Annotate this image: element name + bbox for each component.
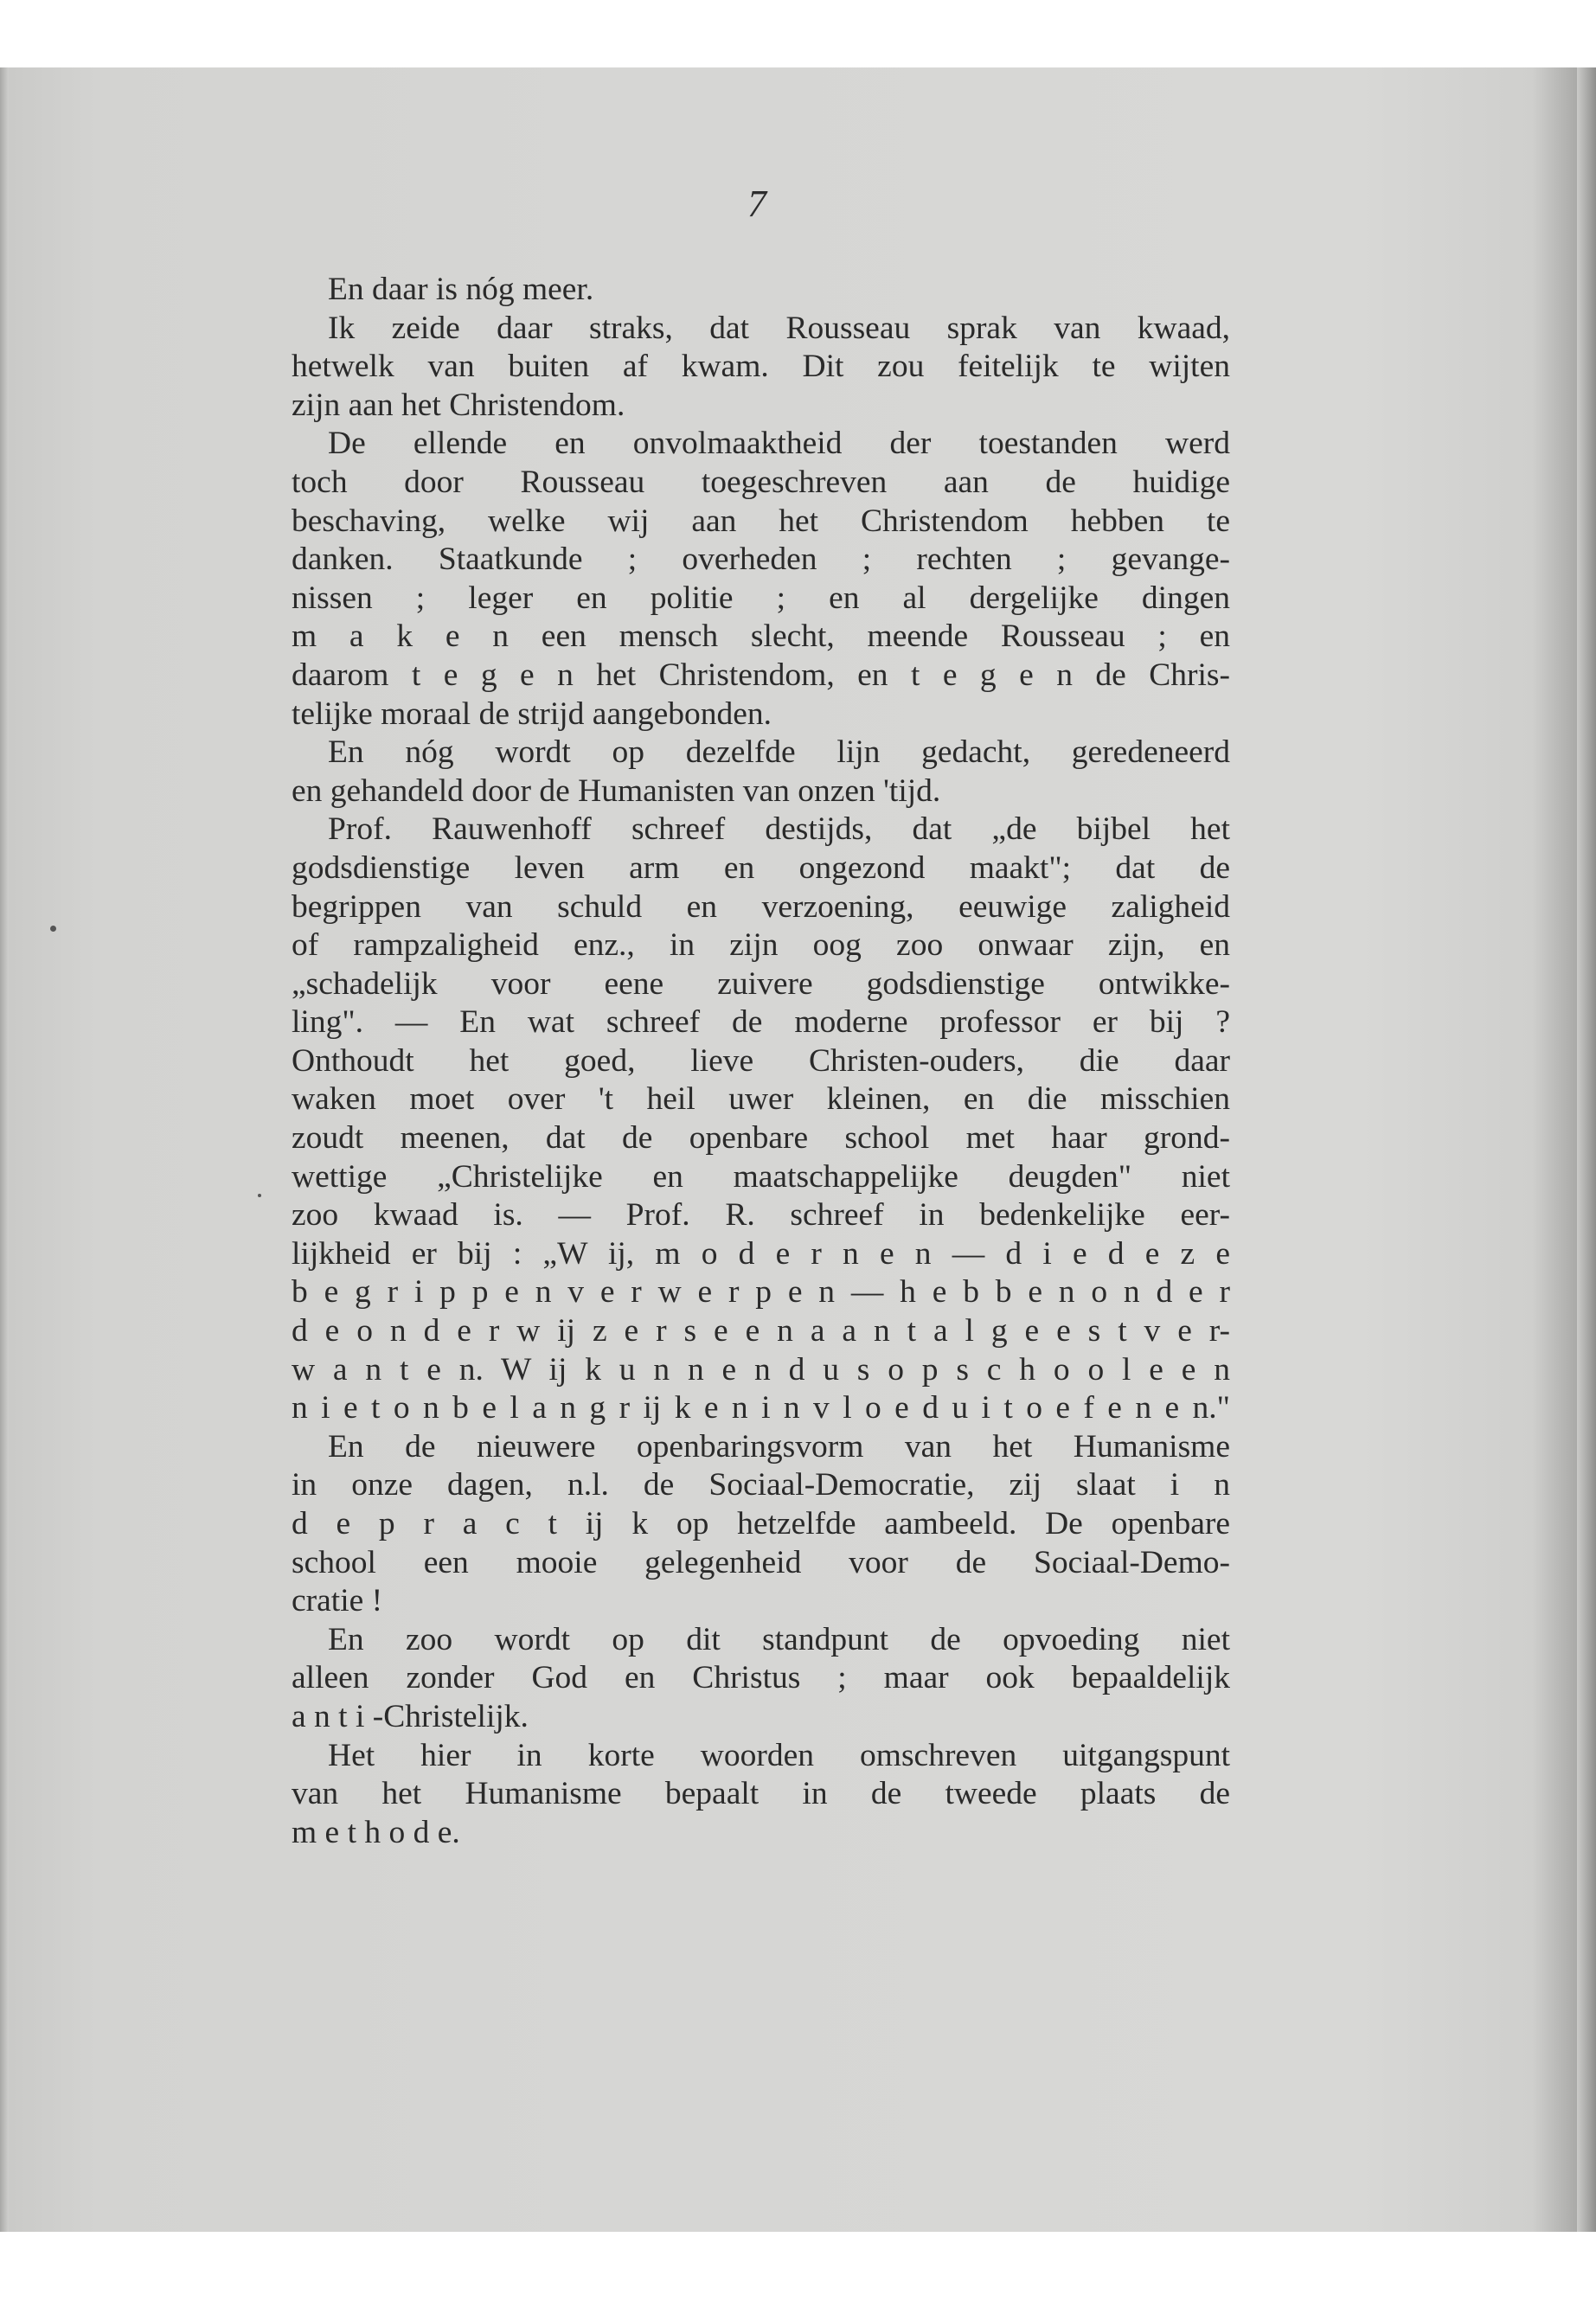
paper-speck [50,926,56,932]
text-line: zoo kwaad is. — Prof. R. schreef in bedenkelijke eer- [292,1197,1230,1234]
text-line: En zoo wordt op dit standpunt de opvoeding niet [328,1621,1230,1657]
text-line: waken moet over 't heil uwer kleinen, en die misschien [292,1081,1230,1118]
text-line: m e t h o d e. [292,1814,460,1850]
text-line: Prof. Rauwenhoff schreef destijds, dat „de bijbel het [328,811,1230,848]
text-line: danken. Staatkunde ; overheden ; rechten ; gevange- [292,542,1230,578]
text-line: ling". — En wat schreef de moderne professor er bij ? [292,1004,1230,1041]
text-line: hetwelk van buiten af kwam. Dit zou feitelijk te wijten [292,349,1230,385]
text-line: En de nieuwere openbaringsvorm van het Humanisme [328,1428,1230,1465]
text-line: zoudt meenen, dat de openbare school met haar grond- [292,1120,1230,1157]
text-line: n i e t o n b e l a n g r ij k e n i n v l o e d u i t o e f e n e n." [292,1390,1230,1426]
text-line: b e g r i p p e n v e r w e r p e n — h e b b e n o n d e r [292,1274,1230,1311]
text-line: en gehandeld door de Humanisten van onzen 'tijd. [292,772,941,809]
text-line: Het hier in korte woorden omschreven uitgangspunt [328,1737,1230,1773]
text-line: cratie ! [292,1583,383,1619]
text-line: Onthoudt het goed, lieve Christen-ouders, die daar [292,1042,1230,1079]
text-line: godsdienstige leven arm en ongezond maakt"; dat de [292,849,1230,886]
page-edge-left [0,67,9,2232]
text-line: alleen zonder God en Christus ; maar ook bepaaldelijk [292,1660,1230,1696]
text-line: De ellende en onvolmaaktheid der toestanden werd [328,426,1230,462]
text-line: wettige „Christelijke en maatschappelijke deugden" niet [292,1158,1230,1195]
text-line: nissen ; leger en politie ; en al dergelijke dingen [292,580,1230,616]
page-edge-right [1577,67,1596,2232]
paper-speck [258,1194,261,1197]
text-line: zijn aan het Christendom. [292,387,625,423]
text-line: van het Humanisme bepaalt in de tweede plaats de [292,1776,1230,1812]
text-line: of rampzaligheid enz., in zijn oog zoo onwaar zijn, en [292,927,1230,964]
text-line: a n t i -Christelijk. [292,1698,529,1734]
text-line: school een mooie gelegenheid voor de Sociaal-Demo- [292,1544,1230,1580]
text-line: „schadelijk voor eene zuivere godsdienstige ontwikke- [292,965,1230,1002]
text-line: m a k e n een mensch slecht, meende Rousseau ; en [292,619,1230,655]
text-line: begrippen van schuld en verzoening, eeuwige zaligheid [292,888,1230,925]
body-text [292,271,1230,1852]
text-line: toch door Rousseau toegeschreven aan de huidige [292,464,1230,500]
text-line: in onze dagen, n.l. de Sociaal-Democratie, zij slaat i n [292,1467,1230,1503]
text-line: En nóg wordt op dezelfde lijn gedacht, geredeneerd [328,734,1230,771]
text-line: beschaving, welke wij aan het Christendom hebben te [292,503,1230,539]
text-line: En daar is nóg meer. [328,272,594,307]
text-line: w a n t e n. W ij k u n n e n d u s o p s c h o o l e e n [292,1351,1230,1388]
text-line: telijke moraal de strijd aangebonden. [292,695,772,732]
page-number: 7 [747,183,766,225]
text-line: d e p r a c t ij k op hetzelfde aambeeld. De openbare [292,1506,1230,1541]
text-line: daarom t e g e n het Christendom, en t e g e n de Chris- [292,657,1230,693]
text-line: Ik zeide daar straks, dat Rousseau sprak van kwaad, [328,310,1230,346]
text-line: lijkheid er bij : „W ij, m o d e r n e n — d i e d e z e [292,1235,1230,1272]
text-line: d e o n d e r w ij z e r s e e n a a n t a l g e e s t v e r- [292,1313,1230,1349]
